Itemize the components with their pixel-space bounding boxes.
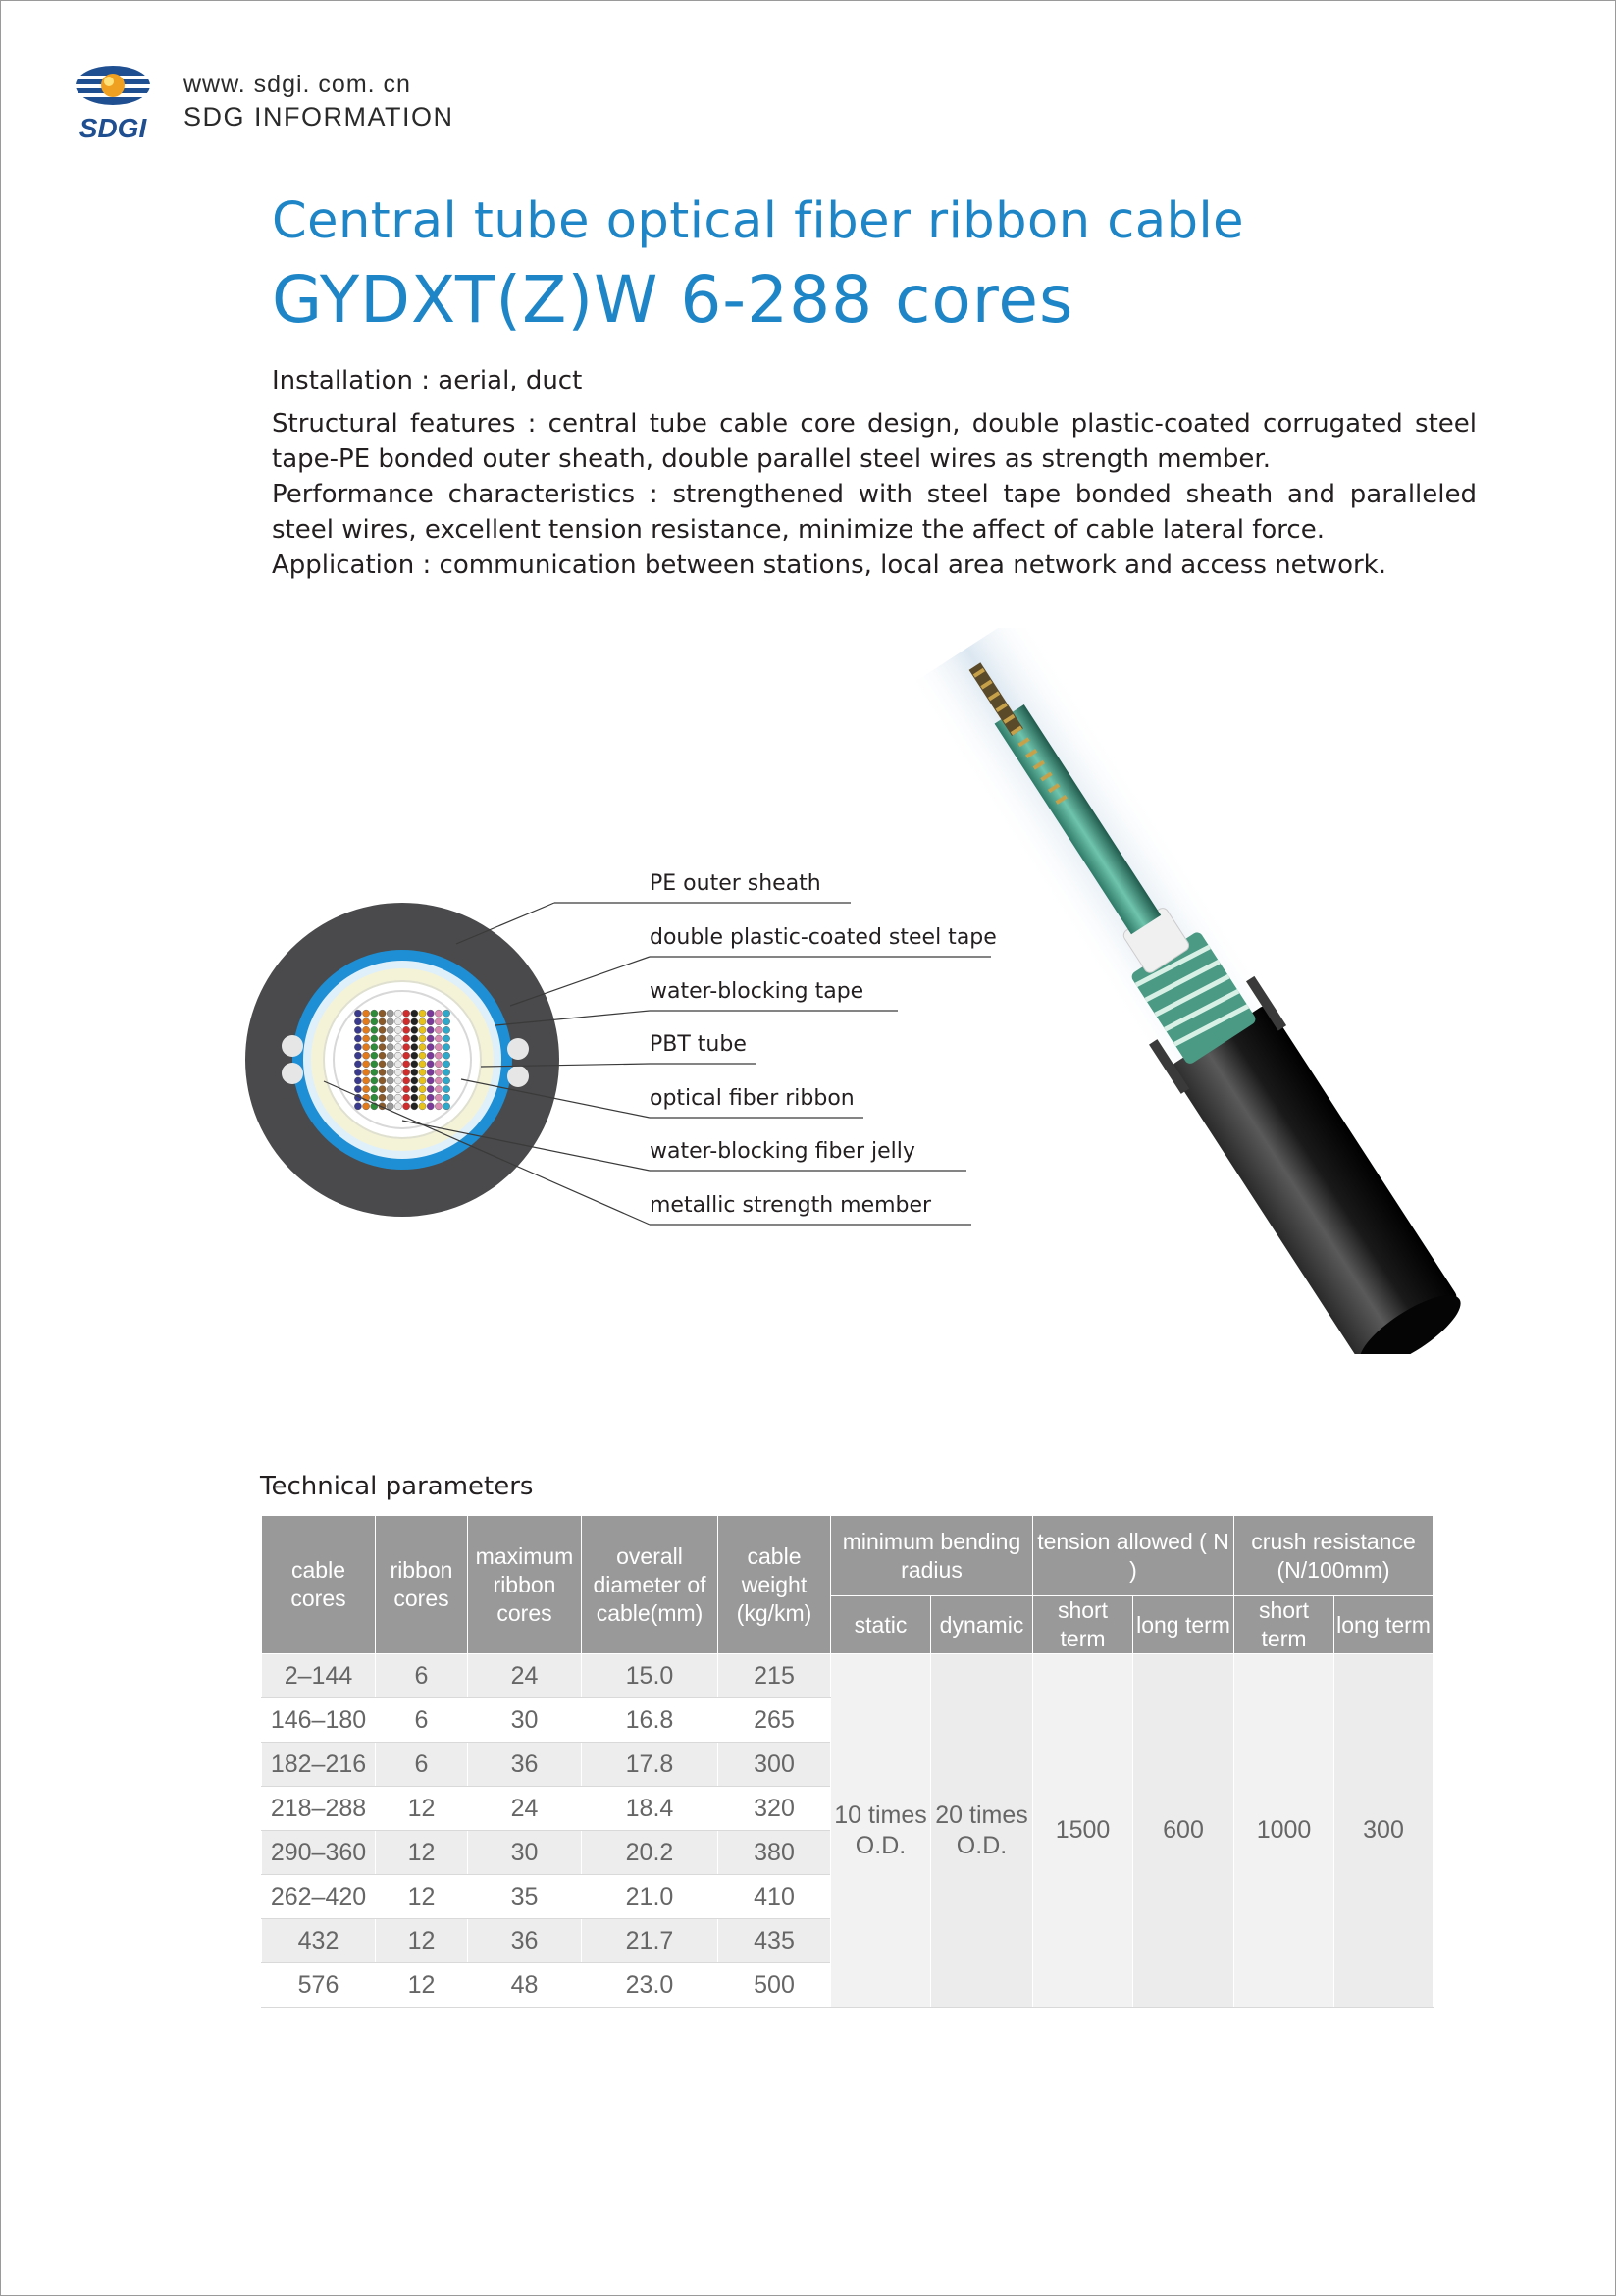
label-pe-outer-sheath: PE outer sheath xyxy=(650,871,821,896)
fiber-dot xyxy=(363,1026,370,1033)
fiber-dot xyxy=(411,1018,418,1025)
cell-overall-diameter: 18.4 xyxy=(582,1787,718,1831)
fiber-dot xyxy=(379,1018,386,1025)
fiber-dot xyxy=(403,1077,410,1084)
fiber-dot xyxy=(427,1044,434,1051)
fiber-dot xyxy=(427,1035,434,1042)
cell-ribbon-cores: 6 xyxy=(376,1698,468,1743)
cell-ribbon-cores: 12 xyxy=(376,1787,468,1831)
fiber-dot xyxy=(419,1061,426,1068)
fiber-dot xyxy=(403,1052,410,1059)
fiber-dot xyxy=(411,1086,418,1093)
label-optical-fiber-ribbon: optical fiber ribbon xyxy=(650,1086,855,1111)
fiber-dot xyxy=(394,1035,401,1042)
fiber-dot xyxy=(443,1086,450,1093)
header-cable-weight: cable weight (kg/km) xyxy=(718,1516,831,1654)
cell-cable-cores: 146–180 xyxy=(262,1698,376,1743)
fiber-dot xyxy=(363,1086,370,1093)
fiber-dot xyxy=(394,1094,401,1101)
fiber-dot xyxy=(387,1044,393,1051)
cell-max-ribbon-cores: 24 xyxy=(468,1654,582,1698)
fiber-dot xyxy=(419,1086,426,1093)
fiber-dot xyxy=(354,1061,361,1068)
label-pbt-tube: PBT tube xyxy=(650,1032,747,1057)
fiber-dot xyxy=(411,1044,418,1051)
fiber-dot xyxy=(371,1077,378,1084)
fiber-dot xyxy=(354,1026,361,1033)
cell-bending-dynamic: 20 times O.D. xyxy=(931,1654,1033,2008)
cell-cable-cores: 576 xyxy=(262,1963,376,2008)
cable-render-image xyxy=(883,628,1491,1354)
cell-cable-cores: 432 xyxy=(262,1919,376,1963)
fiber-dot xyxy=(379,1044,386,1051)
fiber-dot xyxy=(435,1077,442,1084)
header-crush-resistance: crush resistance (N/100mm) xyxy=(1234,1516,1434,1596)
fiber-dot xyxy=(411,1026,418,1033)
fiber-dot xyxy=(443,1026,450,1033)
fiber-dot xyxy=(411,1077,418,1084)
header-dynamic: dynamic xyxy=(931,1596,1033,1654)
label-fiber-jelly: water-blocking fiber jelly xyxy=(650,1139,915,1164)
cell-max-ribbon-cores: 30 xyxy=(468,1831,582,1875)
fiber-dot xyxy=(394,1026,401,1033)
installation-text: Installation : aerial, duct xyxy=(272,366,583,395)
fiber-dot xyxy=(394,1018,401,1025)
label-water-blocking-tape: water-blocking tape xyxy=(650,979,864,1004)
logo-text: SDGI xyxy=(78,113,147,143)
fiber-dot xyxy=(443,1094,450,1101)
fiber-dot xyxy=(387,1026,393,1033)
cell-ribbon-cores: 12 xyxy=(376,1831,468,1875)
fiber-dot xyxy=(371,1026,378,1033)
fiber-dot xyxy=(371,1094,378,1101)
fiber-dot xyxy=(394,1077,401,1084)
fiber-dot xyxy=(387,1103,393,1110)
fiber-dot xyxy=(435,1103,442,1110)
label-strength-member: metallic strength member xyxy=(650,1193,932,1218)
fiber-dot xyxy=(443,1069,450,1075)
cell-max-ribbon-cores: 36 xyxy=(468,1743,582,1787)
fiber-dot xyxy=(371,1061,378,1068)
fiber-dot xyxy=(371,1035,378,1042)
fiber-dot xyxy=(354,1077,361,1084)
fiber-dot xyxy=(403,1086,410,1093)
cell-cable-cores: 182–216 xyxy=(262,1743,376,1787)
fiber-dot xyxy=(354,1069,361,1075)
cell-overall-diameter: 21.0 xyxy=(582,1875,718,1919)
cell-cable-weight: 410 xyxy=(718,1875,831,1919)
fiber-dot xyxy=(379,1052,386,1059)
fiber-dot xyxy=(394,1069,401,1075)
fiber-dot xyxy=(435,1052,442,1059)
header-static: static xyxy=(831,1596,931,1654)
fiber-dot xyxy=(435,1010,442,1017)
fiber-dot xyxy=(363,1077,370,1084)
cell-tension-long: 600 xyxy=(1133,1654,1234,2008)
fiber-dot xyxy=(411,1061,418,1068)
fiber-dot xyxy=(443,1103,450,1110)
fiber-dot xyxy=(379,1077,386,1084)
fiber-dot xyxy=(403,1094,410,1101)
cell-ribbon-cores: 6 xyxy=(376,1743,468,1787)
fiber-dot xyxy=(354,1086,361,1093)
fiber-dot xyxy=(403,1069,410,1075)
cell-overall-diameter: 20.2 xyxy=(582,1831,718,1875)
fiber-dot xyxy=(363,1018,370,1025)
fiber-dot xyxy=(403,1061,410,1068)
fiber-dot xyxy=(394,1044,401,1051)
fiber-dot xyxy=(427,1026,434,1033)
fiber-dot xyxy=(387,1086,393,1093)
fiber-dot xyxy=(354,1010,361,1017)
fiber-dot xyxy=(394,1086,401,1093)
label-steel-tape: double plastic-coated steel tape xyxy=(650,925,997,950)
fiber-dot xyxy=(387,1018,393,1025)
fiber-dot xyxy=(419,1026,426,1033)
header-cable-cores: cable cores xyxy=(262,1516,376,1654)
fiber-dot xyxy=(403,1018,410,1025)
fiber-dot xyxy=(379,1086,386,1093)
fiber-dot xyxy=(443,1018,450,1025)
fiber-dot xyxy=(427,1086,434,1093)
cell-cable-weight: 265 xyxy=(718,1698,831,1743)
fiber-dot xyxy=(419,1077,426,1084)
cell-cable-weight: 500 xyxy=(718,1963,831,2008)
fiber-dot xyxy=(403,1010,410,1017)
fiber-dot xyxy=(371,1018,378,1025)
fiber-dot xyxy=(443,1052,450,1059)
fiber-dot xyxy=(387,1035,393,1042)
performance-characteristics: Performance characteristics : strengthened with steel tape bonded sheath and paralleled steel wires, excellent tension resistance, minimize the affect of cable lateral force. xyxy=(272,480,1477,545)
fiber-dot xyxy=(419,1052,426,1059)
fiber-dot xyxy=(354,1103,361,1110)
fiber-dot xyxy=(363,1035,370,1042)
fiber-dot xyxy=(387,1052,393,1059)
cell-max-ribbon-cores: 35 xyxy=(468,1875,582,1919)
cell-overall-diameter: 23.0 xyxy=(582,1963,718,2008)
fiber-dot xyxy=(435,1026,442,1033)
header-overall-diameter: overall diameter of cable(mm) xyxy=(582,1516,718,1654)
fiber-dot xyxy=(427,1052,434,1059)
fiber-dot xyxy=(411,1103,418,1110)
cell-cable-cores: 2–144 xyxy=(262,1654,376,1698)
cell-overall-diameter: 16.8 xyxy=(582,1698,718,1743)
fiber-dot xyxy=(411,1069,418,1075)
fiber-dot xyxy=(411,1010,418,1017)
fiber-dot xyxy=(411,1094,418,1101)
cell-overall-diameter: 17.8 xyxy=(582,1743,718,1787)
fiber-dot xyxy=(403,1026,410,1033)
header-crush-long-term: long term xyxy=(1334,1596,1434,1654)
cell-tension-short: 1500 xyxy=(1033,1654,1133,2008)
cell-cable-weight: 300 xyxy=(718,1743,831,1787)
fiber-dot xyxy=(363,1103,370,1110)
fiber-dot xyxy=(419,1103,426,1110)
fiber-dot xyxy=(403,1103,410,1110)
fiber-dot xyxy=(427,1061,434,1068)
company-name: SDG INFORMATION xyxy=(183,102,454,131)
cell-cable-weight: 320 xyxy=(718,1787,831,1831)
fiber-dot xyxy=(363,1010,370,1017)
cell-cable-cores: 262–420 xyxy=(262,1875,376,1919)
cell-cable-weight: 215 xyxy=(718,1654,831,1698)
technical-parameters-table xyxy=(261,1515,1434,2008)
product-model: GYDXT(Z)W 6-288 cores xyxy=(272,262,1074,338)
fiber-dot xyxy=(427,1018,434,1025)
fiber-dot xyxy=(443,1044,450,1051)
cell-ribbon-cores: 6 xyxy=(376,1654,468,1698)
fiber-dot xyxy=(435,1035,442,1042)
fiber-dot xyxy=(394,1010,401,1017)
cell-ribbon-cores: 12 xyxy=(376,1875,468,1919)
cell-cable-weight: 435 xyxy=(718,1919,831,1963)
fiber-dot xyxy=(419,1035,426,1042)
fiber-dot xyxy=(443,1035,450,1042)
technical-parameters-title: Technical parameters xyxy=(260,1472,534,1501)
fiber-dot xyxy=(435,1069,442,1075)
fiber-dot xyxy=(394,1103,401,1110)
fiber-dot xyxy=(371,1052,378,1059)
cell-overall-diameter: 21.7 xyxy=(582,1919,718,1963)
fiber-dot xyxy=(427,1077,434,1084)
cell-bending-static: 10 times O.D. xyxy=(831,1654,931,2008)
header-min-bending-radius: minimum bending radius xyxy=(831,1516,1033,1596)
cell-cable-cores: 218–288 xyxy=(262,1787,376,1831)
fiber-dot xyxy=(363,1061,370,1068)
fiber-dot xyxy=(354,1044,361,1051)
header-ribbon-cores: ribbon cores xyxy=(376,1516,468,1654)
fiber-dot xyxy=(443,1010,450,1017)
fiber-dot xyxy=(387,1010,393,1017)
cell-cable-cores: 290–360 xyxy=(262,1831,376,1875)
fiber-dot xyxy=(435,1061,442,1068)
cell-max-ribbon-cores: 30 xyxy=(468,1698,582,1743)
fiber-dot xyxy=(387,1061,393,1068)
fiber-dot xyxy=(379,1010,386,1017)
fiber-dot xyxy=(394,1061,401,1068)
fiber-dot xyxy=(363,1052,370,1059)
cell-crush-short: 1000 xyxy=(1234,1654,1334,2008)
fiber-dot xyxy=(419,1018,426,1025)
fiber-dot xyxy=(379,1026,386,1033)
fiber-dot xyxy=(379,1069,386,1075)
fiber-dot xyxy=(403,1035,410,1042)
fiber-dot xyxy=(371,1069,378,1075)
fiber-dot xyxy=(419,1044,426,1051)
fiber-dot xyxy=(379,1094,386,1101)
fiber-dot xyxy=(411,1035,418,1042)
fiber-dot xyxy=(387,1094,393,1101)
header-crush-short-term: short term xyxy=(1234,1596,1334,1654)
fiber-dot xyxy=(371,1044,378,1051)
fiber-dot xyxy=(419,1010,426,1017)
product-title: Central tube optical fiber ribbon cable xyxy=(272,192,1244,250)
sdgi-logo xyxy=(69,59,157,143)
fiber-dot xyxy=(403,1044,410,1051)
cell-crush-long: 300 xyxy=(1334,1654,1434,2008)
fiber-dot xyxy=(435,1086,442,1093)
header-tension-long-term: long term xyxy=(1133,1596,1234,1654)
application-text: Application : communication between stations, local area network and access network. xyxy=(272,550,1386,580)
cell-cable-weight: 380 xyxy=(718,1831,831,1875)
fiber-dot xyxy=(379,1035,386,1042)
cell-max-ribbon-cores: 48 xyxy=(468,1963,582,2008)
fiber-dot xyxy=(387,1069,393,1075)
fiber-dot xyxy=(354,1052,361,1059)
fiber-dot xyxy=(443,1061,450,1068)
fiber-dot xyxy=(427,1103,434,1110)
fiber-dot xyxy=(443,1077,450,1084)
fiber-dot xyxy=(363,1069,370,1075)
fiber-dot xyxy=(387,1077,393,1084)
fiber-dot xyxy=(435,1044,442,1051)
fiber-dot xyxy=(411,1052,418,1059)
cell-ribbon-cores: 12 xyxy=(376,1963,468,2008)
cell-max-ribbon-cores: 36 xyxy=(468,1919,582,1963)
fiber-dot xyxy=(371,1010,378,1017)
cell-overall-diameter: 15.0 xyxy=(582,1654,718,1698)
cable-cross-section xyxy=(245,863,997,1256)
site-url: www. sdgi. com. cn xyxy=(183,71,411,98)
fiber-dot xyxy=(427,1094,434,1101)
fiber-dot xyxy=(354,1018,361,1025)
fiber-dot xyxy=(371,1086,378,1093)
fiber-dot xyxy=(394,1052,401,1059)
fiber-dot xyxy=(435,1094,442,1101)
fiber-dot xyxy=(363,1044,370,1051)
fiber-dot xyxy=(419,1094,426,1101)
fiber-dot xyxy=(427,1069,434,1075)
fiber-dot xyxy=(427,1010,434,1017)
header-max-ribbon-cores: maximum ribbon cores xyxy=(468,1516,582,1654)
header-tension-short-term: short term xyxy=(1033,1596,1133,1654)
table-row xyxy=(262,1654,1434,1698)
cell-max-ribbon-cores: 24 xyxy=(468,1787,582,1831)
fiber-dot xyxy=(419,1069,426,1075)
structural-features: Structural features : central tube cable core design, double plastic-coated corrugated steel tape-PE bonded outer sheath, double parallel steel wires as strength member. xyxy=(272,409,1477,474)
fiber-dot xyxy=(354,1035,361,1042)
header-tension-allowed: tension allowed ( N ) xyxy=(1033,1516,1234,1596)
description-block xyxy=(272,406,1477,583)
fiber-dot xyxy=(379,1061,386,1068)
fiber-dot xyxy=(435,1018,442,1025)
cell-ribbon-cores: 12 xyxy=(376,1919,468,1963)
